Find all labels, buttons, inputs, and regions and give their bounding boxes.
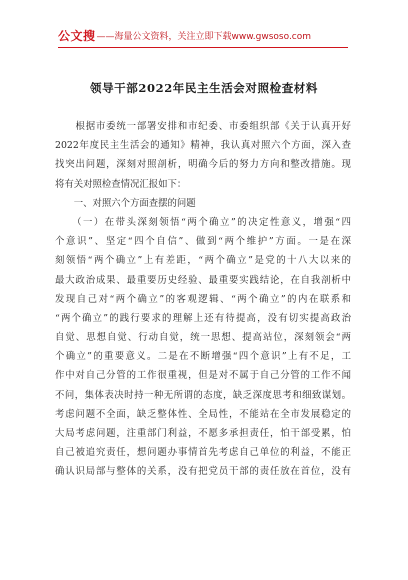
paragraph-line: 个确立”的重要意义。二是在不断增强“四个意识”上有不足，工	[55, 351, 351, 363]
paragraph-line: 大局考虑问题，注重部门利益，不愿多承担责任，怕干部受累，怕	[55, 428, 351, 439]
paragraph-line: 找突出问题，深刻对照剖析，明确今后的努力方向和整改措施。现	[55, 159, 351, 171]
paragraph-line: 个意识”、坚定“四个自信”、做到“两个维护”方面。一是在深	[55, 236, 351, 248]
paragraph-line: 刻领悟“两个确立”上有差距，“两个确立”是党的十八大以来的	[55, 255, 351, 267]
paragraph-line: 将有关对照检查情况汇报如下：	[55, 178, 187, 190]
paragraph-line: 作中对自己分管的工作很重视，但是对不属于自己分管的工作不闻	[55, 370, 351, 382]
paragraph-line: 最大政治成果、最重要历史经验、最重要实践结论，在自我剖析中	[55, 274, 351, 286]
paragraph-line: 2022年度民主生活会的通知》精神，我认真对照六个方面，深入查	[55, 140, 351, 152]
banner-divider	[58, 47, 348, 48]
banner-tagline[interactable]: ——海量公文资料，关注立即下载www.gwsoso.com	[96, 31, 312, 42]
paragraph-line: “两个确立”的践行要求的理解上还有待提高，没有切实提高政治	[55, 312, 351, 324]
paragraph-line: 一、对照六个方面查摆的问题	[55, 197, 196, 209]
paragraph-line: 根据市委统一部署安排和市纪委、市委组织部《关于认真开好	[55, 121, 351, 132]
paragraph-line: 考虑问题不全面，缺乏整体性、全局性，不能站在全市发展稳定的	[55, 408, 351, 420]
paragraph-line: 发现自己对“两个确立”的客观逻辑、“两个确立”的内在联系和	[55, 293, 351, 305]
paragraph-line: 自觉、思想自觉、行动自觉，统一思想、提高站位，深刻领会“两	[55, 332, 351, 344]
document-title: 领导干部2022年民主生活会对照检查材料	[89, 81, 318, 95]
paragraph-line: （一）在带头深刻领悟“两个确立”的决定性意义，增强“四	[55, 216, 351, 228]
paragraph-line: 不问，集体表决时持一种无所谓的态度，缺乏深度思考和细致谋划。	[55, 389, 351, 401]
paragraph-line: 确认识局部与整体的关系，没有把党员干部的责任放在首位，没有	[55, 466, 351, 478]
paragraph-line: 自己被追究责任，想问题办事情首先考虑自己单位的利益，不能正	[55, 447, 351, 459]
document-body	[55, 117, 351, 482]
site-banner[interactable]	[58, 24, 350, 46]
brand-logo[interactable]: 公文搜	[58, 28, 96, 43]
